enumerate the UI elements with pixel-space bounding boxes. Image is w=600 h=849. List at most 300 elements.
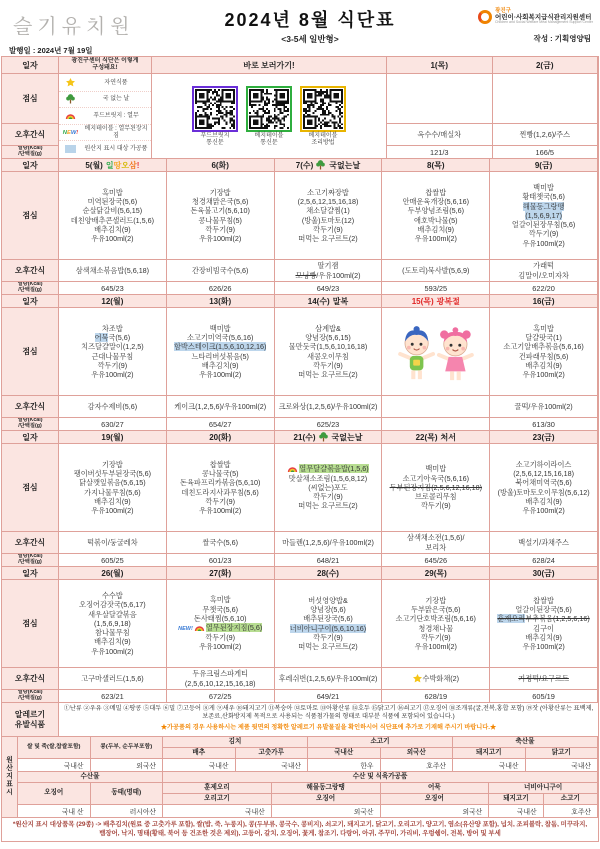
snack-cell bbox=[490, 396, 598, 418]
kcal-cell: 630/27 bbox=[59, 418, 167, 431]
menu-item: 돈육파프리카볶음(5,6,10) bbox=[180, 478, 261, 488]
origin-table-bottom bbox=[18, 772, 598, 818]
menu-item: 우유100ml(2) bbox=[414, 642, 457, 652]
menu-item: 브로콜리무침 bbox=[414, 492, 457, 502]
qr-section-title: 바로 보러가기! bbox=[152, 57, 387, 74]
menu-item: 꿀떡/우유100ml(2) bbox=[514, 401, 573, 411]
qr-caption-line: 베지테이블 bbox=[254, 132, 284, 139]
kcal-label-line2: /단백질(g) bbox=[18, 423, 42, 429]
menu-item: 가래떡 bbox=[533, 261, 555, 271]
kcal-cell: 628/24 bbox=[490, 554, 598, 567]
row-label-origin bbox=[2, 737, 18, 818]
origin-ingredient: 오징어 bbox=[272, 794, 381, 805]
origin-value: 국내산 bbox=[453, 759, 526, 772]
menu-item: 우유100ml(2) bbox=[522, 238, 565, 248]
origin-label-char: 표 bbox=[6, 780, 13, 788]
menu-item: 데친양배추콘샐러드(1,5,6) bbox=[70, 215, 155, 225]
date-event: 말복 bbox=[332, 296, 349, 306]
row-label-snack-text: 오후간식 bbox=[14, 130, 46, 139]
menu-item: 백미밥 bbox=[209, 323, 231, 333]
origin-ingredient: 오리고기 bbox=[163, 794, 272, 805]
menu-item: 백설기/과채주스 bbox=[518, 537, 569, 547]
date-event: 국없는날 bbox=[331, 432, 363, 442]
origin-cell-line: (쌀,찹쌀포함) bbox=[47, 743, 81, 750]
snack-cell bbox=[167, 260, 275, 282]
snack-cell bbox=[490, 532, 598, 554]
row-label-lunch bbox=[2, 308, 59, 396]
date-text: 8(목) bbox=[427, 160, 445, 170]
date-text: 16(금) bbox=[532, 296, 555, 306]
week-block bbox=[2, 159, 598, 295]
legend-icon-slot bbox=[59, 145, 83, 153]
menu-text: 부추볶음(1,2,5,6,16) bbox=[525, 614, 590, 624]
tree-icon bbox=[66, 94, 75, 104]
date-cell bbox=[382, 431, 490, 444]
row-label-lunch bbox=[2, 172, 59, 260]
origin-value: 호주산 bbox=[544, 805, 598, 818]
menu-item: 안매운육개장(5,6,16) bbox=[402, 196, 469, 206]
publish-date: 발행일 : 2024년 7월 19일 bbox=[9, 46, 93, 55]
menu-item: 소고기아욱국(5,6,16) bbox=[402, 473, 469, 483]
tree-icon bbox=[319, 432, 328, 442]
legend-item bbox=[59, 108, 151, 125]
menu-item: 돈육불고기(5,6,10) bbox=[190, 206, 250, 216]
menu-item: 찹쌀밥 bbox=[209, 459, 231, 469]
date-text: 23(금) bbox=[532, 432, 555, 442]
menu-item: 청경채맑은국(5,6) bbox=[191, 196, 249, 206]
allergy-list: ①난류 ②우유 ③메밀 ④땅콩 ⑤대두 ⑥밀 ⑦고등어 ⑧게 ⑨새우 ⑩돼지고기 ⑪복숭아 ⑫토마토 ⑬아황산류 ⑭호두 ⑮닭고기 ⑯쇠고기 ⑰오징어 ⑱조개류(굴,전복,홍합 포함) ⑲잣 (아황산류는 표백제,보존료,산화방지제 목적으로 사용되는 식품첨가물의 형태로 대부분 식품에 포함되어 있습니다.) bbox=[63, 705, 594, 721]
lunch-cell bbox=[490, 444, 598, 532]
menu-item: 느타리버섯볶음(5) bbox=[191, 351, 249, 361]
lunch-cell bbox=[59, 308, 167, 396]
origin-item-name: 오징어 bbox=[18, 783, 91, 805]
origin-item-name: 어묵 bbox=[381, 783, 490, 794]
date-cell: 1(목) bbox=[387, 57, 493, 74]
menu-item: 마들렌(1,2,5,6)/우유100ml(2) bbox=[282, 537, 374, 547]
snack-cell bbox=[490, 668, 598, 690]
row-label-lunch-text: 점심 bbox=[22, 619, 38, 628]
menu-item: 양념장(5,6,15) bbox=[305, 332, 351, 342]
header-left bbox=[7, 6, 187, 56]
allergy-info bbox=[59, 703, 598, 737]
rainbow-icon bbox=[65, 113, 76, 119]
menu-item: 맛살채소조림(1,5,6,8,12) bbox=[288, 473, 368, 483]
menu-item bbox=[287, 464, 368, 473]
legend-title-line: 광진구센터 식단은 이렇게 bbox=[71, 58, 139, 65]
kcal-label-line2: /단백질(g) bbox=[18, 151, 42, 157]
origin-subheader: 고춧가루 bbox=[236, 748, 309, 759]
lunch-cell bbox=[387, 74, 493, 124]
menu-item: 후레쉬번(1,2,5,6)/우유100ml(2) bbox=[278, 673, 378, 683]
origin-header-meat: 축산물 bbox=[453, 737, 598, 748]
allergy-label-line: 유발식품 bbox=[14, 719, 46, 729]
origin-header-seafood: 수산물 bbox=[18, 772, 163, 783]
center-logo-text bbox=[495, 8, 593, 25]
origin-value: 한우 bbox=[308, 759, 381, 772]
menu-item bbox=[295, 271, 360, 280]
vegetable-newsletter-block bbox=[246, 86, 292, 146]
center-logo bbox=[478, 8, 593, 25]
menu-item: 콩나물무침(5) bbox=[198, 215, 242, 225]
menu-item: 배추김치(9) bbox=[201, 360, 239, 370]
date-cell bbox=[167, 159, 275, 172]
lunch-cell bbox=[59, 172, 167, 260]
menu-item: 소고기단호박조림(5,6,16) bbox=[395, 614, 476, 624]
menu-item: 배추된장국(5,6) bbox=[303, 614, 353, 624]
kcal-label-line1: 열량(Kcal) bbox=[17, 418, 43, 424]
row-label-lunch bbox=[2, 580, 59, 668]
date-cell bbox=[167, 295, 275, 308]
lunch-cell bbox=[382, 580, 490, 668]
menu-item: (방울)토마토(12) bbox=[301, 215, 355, 225]
menu-item: 기장밥 bbox=[209, 187, 231, 197]
menu-item: 근대나물무침 bbox=[91, 351, 134, 361]
row-label-date-text: 일자 bbox=[22, 160, 38, 170]
colored-letter: E bbox=[66, 129, 71, 136]
lunch-cell bbox=[490, 308, 598, 396]
menu-text: 기정떡/요구르트 bbox=[518, 673, 569, 683]
origin-cell-line: (두부, 순두부포함) bbox=[105, 743, 153, 750]
row-label-date bbox=[2, 159, 59, 172]
date-cell bbox=[59, 159, 167, 172]
menu-item: 우유100ml(2) bbox=[91, 370, 134, 380]
menu-item: 깍두기(9) bbox=[420, 501, 451, 511]
date-text: 9(금) bbox=[534, 160, 553, 170]
colored-letter: W bbox=[185, 626, 191, 633]
legend-item-label: 원산지 표시 대상 가공품 bbox=[84, 145, 148, 152]
row-label-kcal bbox=[2, 690, 59, 703]
kcal-cell: 649/21 bbox=[275, 690, 383, 703]
menu-item: 새콤오이무침 bbox=[307, 351, 349, 361]
menu-item: 쌀국수(5,6) bbox=[202, 537, 238, 547]
menu-text: (1,5,6,9,17) bbox=[525, 210, 562, 220]
menu-text: 어묵 bbox=[94, 332, 109, 342]
lunch-cell bbox=[167, 444, 275, 532]
lunch-cell bbox=[275, 580, 383, 668]
date-cell bbox=[59, 431, 167, 444]
star-icon bbox=[66, 78, 75, 87]
center-logo-icon bbox=[478, 10, 492, 24]
menu-item: 깍두기(9) bbox=[420, 632, 451, 642]
origin-item-name: 훈제오리 bbox=[163, 783, 272, 794]
menu-item: 배추김치(9) bbox=[94, 496, 131, 506]
menu-item: 콩나물국(5) bbox=[201, 468, 239, 478]
lunch-cell bbox=[167, 580, 275, 668]
kcal-label-line1: 열량(Kcal) bbox=[17, 282, 43, 288]
snack-cell bbox=[275, 260, 383, 282]
snack-cell bbox=[59, 260, 167, 282]
qr-caption-line: 베지테이블 bbox=[308, 132, 338, 139]
lunch-cell bbox=[167, 172, 275, 260]
colored-letter: W bbox=[70, 129, 77, 136]
menu-item: 딸기잼 bbox=[317, 261, 339, 271]
legend-item-label: 자연식품 bbox=[104, 79, 128, 86]
colored-letter: N bbox=[178, 626, 183, 633]
origin-subheader: 닭고기 bbox=[526, 748, 599, 759]
rainbow-icon bbox=[287, 466, 298, 472]
menu-item: 순살닭갈비(5,6,15) bbox=[82, 206, 143, 216]
origin-subheader: 국내산 bbox=[308, 748, 381, 759]
vegetable-recipe-qr bbox=[300, 86, 346, 132]
menu-item bbox=[174, 342, 266, 351]
menu-item: 소고기하이라이스 bbox=[515, 459, 572, 469]
row-label-snack bbox=[2, 260, 59, 282]
snack-cell bbox=[275, 532, 383, 554]
kcal-cell: 166/5 bbox=[493, 146, 599, 159]
menu-item: 소고기알배추볶음(5,6,16) bbox=[503, 342, 584, 352]
legend-icon-slot bbox=[59, 94, 83, 104]
date-cell bbox=[490, 295, 598, 308]
row-label-date-text: 일자 bbox=[22, 296, 38, 306]
vegetable-newsletter-qr bbox=[246, 86, 292, 132]
menu-text: 두부된장지짐(2,5,6,12,16,18) bbox=[389, 482, 482, 492]
menu-item: 우유100ml(2) bbox=[199, 506, 242, 516]
menu-item: 우유100ml(2) bbox=[414, 234, 457, 244]
menu-item: 두유크림스파게티 bbox=[192, 669, 248, 679]
menu-item bbox=[95, 333, 131, 342]
origin-value: 외국산 bbox=[91, 759, 164, 772]
date-text: 15(목) bbox=[411, 296, 434, 306]
row-label-date bbox=[2, 295, 59, 308]
kcal-cell: 601/23 bbox=[167, 554, 275, 567]
snack-cell bbox=[382, 668, 490, 690]
menu-item: 깍두기(9) bbox=[528, 229, 559, 239]
origin-value: 국내산 bbox=[526, 759, 599, 772]
page-title: 2024년 8월 식단표 bbox=[224, 10, 396, 30]
origin-subheader: 돼지고기 bbox=[453, 748, 526, 759]
menu-text: 함박스테이크(1,5,6,10,12,16) bbox=[173, 342, 267, 352]
menu-item: 새우살달걀볶음 bbox=[88, 609, 137, 619]
origin-ingredient: 오징어 bbox=[381, 794, 490, 805]
date-event: 처서 bbox=[440, 432, 456, 442]
menu-item bbox=[497, 614, 589, 623]
origin-subheader: 배추 bbox=[163, 748, 236, 759]
lunch-cell bbox=[275, 172, 383, 260]
menu-item: 무챗국(5,6) bbox=[202, 604, 238, 614]
origin-value: 국내 산 bbox=[18, 805, 91, 818]
lunch-cell bbox=[59, 444, 167, 532]
legend-item bbox=[59, 141, 151, 157]
date-cell bbox=[59, 295, 167, 308]
snack-cell: 옥수수/매실차 bbox=[387, 124, 493, 146]
menu-item: 김구이 bbox=[533, 623, 555, 633]
date-cell bbox=[167, 567, 275, 580]
menu-item: 우유100ml(2) bbox=[91, 234, 134, 244]
menu-item: 수수밥 bbox=[101, 591, 123, 601]
rainbow-icon bbox=[194, 625, 205, 631]
menu-item: 깍두기(9) bbox=[313, 632, 343, 642]
colored-letter: 오 bbox=[121, 160, 130, 170]
bluebox-icon bbox=[65, 145, 76, 153]
menu-item: 두부맑은국(5,6) bbox=[411, 604, 461, 614]
row-label-snack-text: 오후간식 bbox=[14, 538, 46, 547]
menu-item: 깍두기(9) bbox=[205, 224, 235, 234]
kcal-label-line1: 열량(Kcal) bbox=[17, 146, 43, 152]
colored-letter: ! bbox=[190, 626, 193, 633]
origin-subheader: 외국산 bbox=[381, 748, 454, 759]
origin-value: 국내산 bbox=[18, 759, 91, 772]
colored-letter: E bbox=[182, 626, 186, 633]
colored-letter: N bbox=[62, 129, 67, 136]
origin-ingredient: 소고기 bbox=[544, 794, 598, 805]
row-label-date bbox=[2, 431, 59, 444]
qr-list bbox=[152, 74, 387, 159]
row-label-allergy bbox=[2, 703, 59, 737]
menu-item: 떡볶이/둥굴레차 bbox=[87, 537, 138, 547]
snack-cell bbox=[167, 668, 275, 690]
lunch-cell bbox=[382, 308, 490, 396]
menu-item bbox=[518, 674, 569, 683]
menu-item: 우유100ml(2) bbox=[522, 642, 565, 652]
origin-value: 외국산 bbox=[272, 805, 381, 818]
menu-item: (1,5,6,9,18) bbox=[94, 618, 131, 628]
foodbridge-newsletter-qr bbox=[192, 86, 238, 132]
colored-letter: 삼 bbox=[129, 160, 137, 170]
date-cell bbox=[275, 295, 383, 308]
menu-item bbox=[525, 211, 562, 220]
legend-icon-slot bbox=[59, 130, 83, 136]
week-block bbox=[2, 431, 598, 567]
center-name-eng: Children and Social Welfare Meal Management Support Center bbox=[495, 20, 593, 25]
menu-item: (방울)토마토오이무침(5,6,12) bbox=[497, 487, 590, 497]
menu-item: 물만둣국(1,5,6,10,16,18) bbox=[288, 342, 368, 352]
qr-caption-line: 조리방법 bbox=[311, 139, 335, 146]
new-icon bbox=[63, 130, 78, 136]
new-badge bbox=[178, 626, 193, 632]
date-cell bbox=[382, 295, 490, 308]
date-text: 20(화) bbox=[209, 432, 232, 442]
row-label-snack bbox=[2, 124, 59, 146]
menu-text: 수박화채(2) bbox=[422, 673, 460, 683]
menu-item: 감자수제비(5,6) bbox=[87, 401, 138, 411]
row-label-snack bbox=[2, 668, 59, 690]
menu-item: 백미밥 bbox=[533, 183, 555, 193]
legend-item bbox=[59, 75, 151, 92]
kcal-cell: 649/23 bbox=[275, 282, 383, 295]
origin-label-char: 지 bbox=[6, 773, 13, 781]
menu-item: 삼색채소전(1,5,6)/ bbox=[407, 533, 465, 543]
origin-header-processed: 수산 및 식육가공품 bbox=[163, 772, 598, 783]
legend-item-label: 베지테이블 : 열무된장지짐 bbox=[84, 125, 148, 139]
date-event: 광복절 bbox=[436, 296, 460, 306]
date-text: 5(월) bbox=[85, 160, 103, 170]
snack-cell: 찐빵(1,2,6)/주스 bbox=[493, 124, 599, 146]
menu-item bbox=[290, 624, 366, 633]
date-event-rainbow bbox=[106, 160, 140, 171]
date-cell bbox=[275, 159, 383, 172]
snack-cell bbox=[275, 396, 383, 418]
date-event: 국없는날 bbox=[329, 160, 361, 170]
row-label-date bbox=[2, 567, 59, 580]
vegetable-recipe-block bbox=[300, 86, 346, 146]
row-label-lunch-text: 점심 bbox=[22, 483, 38, 492]
menu-item bbox=[390, 483, 482, 492]
kcal-cell: 628/19 bbox=[382, 690, 490, 703]
menu-item: 떠먹는 요구르트(2) bbox=[298, 642, 358, 652]
qr-caption-line: 통신문 bbox=[260, 139, 278, 146]
origin-value: 호주산 bbox=[381, 759, 454, 772]
menu-text: 해물동그랑땡 bbox=[522, 201, 565, 211]
origin-header-bean bbox=[91, 737, 164, 759]
snack-cell bbox=[382, 532, 490, 554]
tree-icon bbox=[316, 160, 325, 170]
menu-item: 채소달걀찜(1) bbox=[306, 206, 350, 216]
lunch-cell bbox=[382, 444, 490, 532]
menu-item bbox=[413, 674, 460, 684]
kcal-cell: 672/25 bbox=[167, 690, 275, 703]
colored-letter: ! bbox=[136, 160, 140, 170]
menu-text: 열무된장지짐(5,6) bbox=[205, 623, 263, 633]
menu-item: 기장밥 bbox=[425, 595, 447, 605]
kcal-label-line2: /단백질(g) bbox=[18, 287, 42, 293]
date-text: 26(월) bbox=[101, 568, 124, 578]
menu-item: 떠먹는 요구르트(2) bbox=[298, 370, 358, 380]
menu-item: 황태챗국(5,6) bbox=[522, 192, 565, 202]
allergy-section bbox=[2, 703, 598, 737]
row-label-lunch bbox=[2, 444, 59, 532]
origin-footnote: *원산지 표시 대상품목 (29종) -> 배추김치(원료 중 고춧가루 포함), 쌀(밥, 죽, 누룽지), 콩(두부류, 콩국수, 콩비지), 쇠고기, 돼지고기, 닭고기, 오리고기, 양고기, 염소(유산양 포함), 넙치, 조피볼락, 참돔, 미꾸라지, 뱀장어, 낙지, 명태(황태, 북어 등 건조한 것은 제외), 고등어, 갈치, 오징어, 꽃게, 참조기, 다랑어, 아귀, 주꾸미, 가리비, 우렁쉥이, 전복, 방어 및 부세 bbox=[12, 821, 588, 837]
origin-label-char: 산 bbox=[6, 765, 13, 773]
menu-item: 우유100ml(2) bbox=[522, 370, 565, 380]
date-text: 21(수) bbox=[293, 432, 316, 442]
kcal-cell: 605/25 bbox=[59, 554, 167, 567]
legend-item-label: 국 없는 날 bbox=[102, 96, 130, 103]
date-cell bbox=[382, 567, 490, 580]
allergy-warning: ★가공품의 경우 사용하시는 제품 뒷면의 정확한 알레르기 유발물질을 확인하시어 식단표에 추가로 기재해 주시기 바랍니다.★ bbox=[160, 724, 497, 732]
document-header bbox=[1, 2, 599, 56]
menu-item: 건파래무침(5,6) bbox=[518, 351, 569, 361]
row-label-lunch bbox=[2, 74, 59, 124]
menu-item: 차조밥 bbox=[101, 323, 123, 333]
allergy-label-line: 알레르기 bbox=[14, 710, 46, 720]
menu-text: /우유100ml(2) bbox=[316, 270, 361, 280]
menu-item: 배추김치(9) bbox=[417, 224, 455, 234]
menu-item: 흑미밥 bbox=[101, 187, 123, 197]
origin-section bbox=[2, 737, 598, 818]
date-cell bbox=[382, 159, 490, 172]
snack-cell bbox=[167, 396, 275, 418]
menu-item: 오징어감잣국(5,6,17) bbox=[79, 600, 146, 610]
menu-item: 삼색채소볶음밥(5,6,18) bbox=[75, 265, 150, 275]
menu-item: 닭살깻잎볶음(5,6,15) bbox=[79, 478, 146, 488]
date-text: 19(월) bbox=[101, 432, 124, 442]
menu-item: 우유100ml(2) bbox=[199, 234, 242, 244]
header-center bbox=[187, 6, 433, 45]
kcal-cell: 613/30 bbox=[490, 418, 598, 431]
menu-item: 고구마샐러드(1,5,6) bbox=[81, 673, 144, 683]
row-label-kcal bbox=[2, 282, 59, 295]
row-label-snack bbox=[2, 396, 59, 418]
row-label-lunch-text: 점심 bbox=[22, 211, 38, 220]
legend-title-line: 구성돼요! bbox=[92, 65, 118, 71]
menu-item: 깍두기(9) bbox=[205, 633, 235, 643]
menu-item: 찹쌀밥 bbox=[425, 187, 447, 197]
kcal-cell: 622/20 bbox=[490, 282, 598, 295]
menu-item: 깍두기(9) bbox=[313, 492, 343, 502]
row-label-date-text: 일자 bbox=[22, 432, 38, 442]
menu-item: (2,5,6,10,12,15,16,18) bbox=[184, 678, 256, 688]
author: 작성 : 기획영양팀 bbox=[533, 34, 591, 44]
legend-item-label: 푸드브릿지 : 열무 bbox=[93, 112, 139, 119]
date-cell bbox=[59, 567, 167, 580]
vegetable-newsletter-caption bbox=[255, 133, 284, 146]
children-characters bbox=[387, 310, 485, 393]
date-cell bbox=[490, 567, 598, 580]
snack-cell bbox=[490, 260, 598, 282]
origin-cell-line: 콩 bbox=[100, 743, 106, 750]
menu-item: 보리차 bbox=[425, 542, 447, 552]
menu-item: 삼계밥& bbox=[315, 323, 341, 333]
